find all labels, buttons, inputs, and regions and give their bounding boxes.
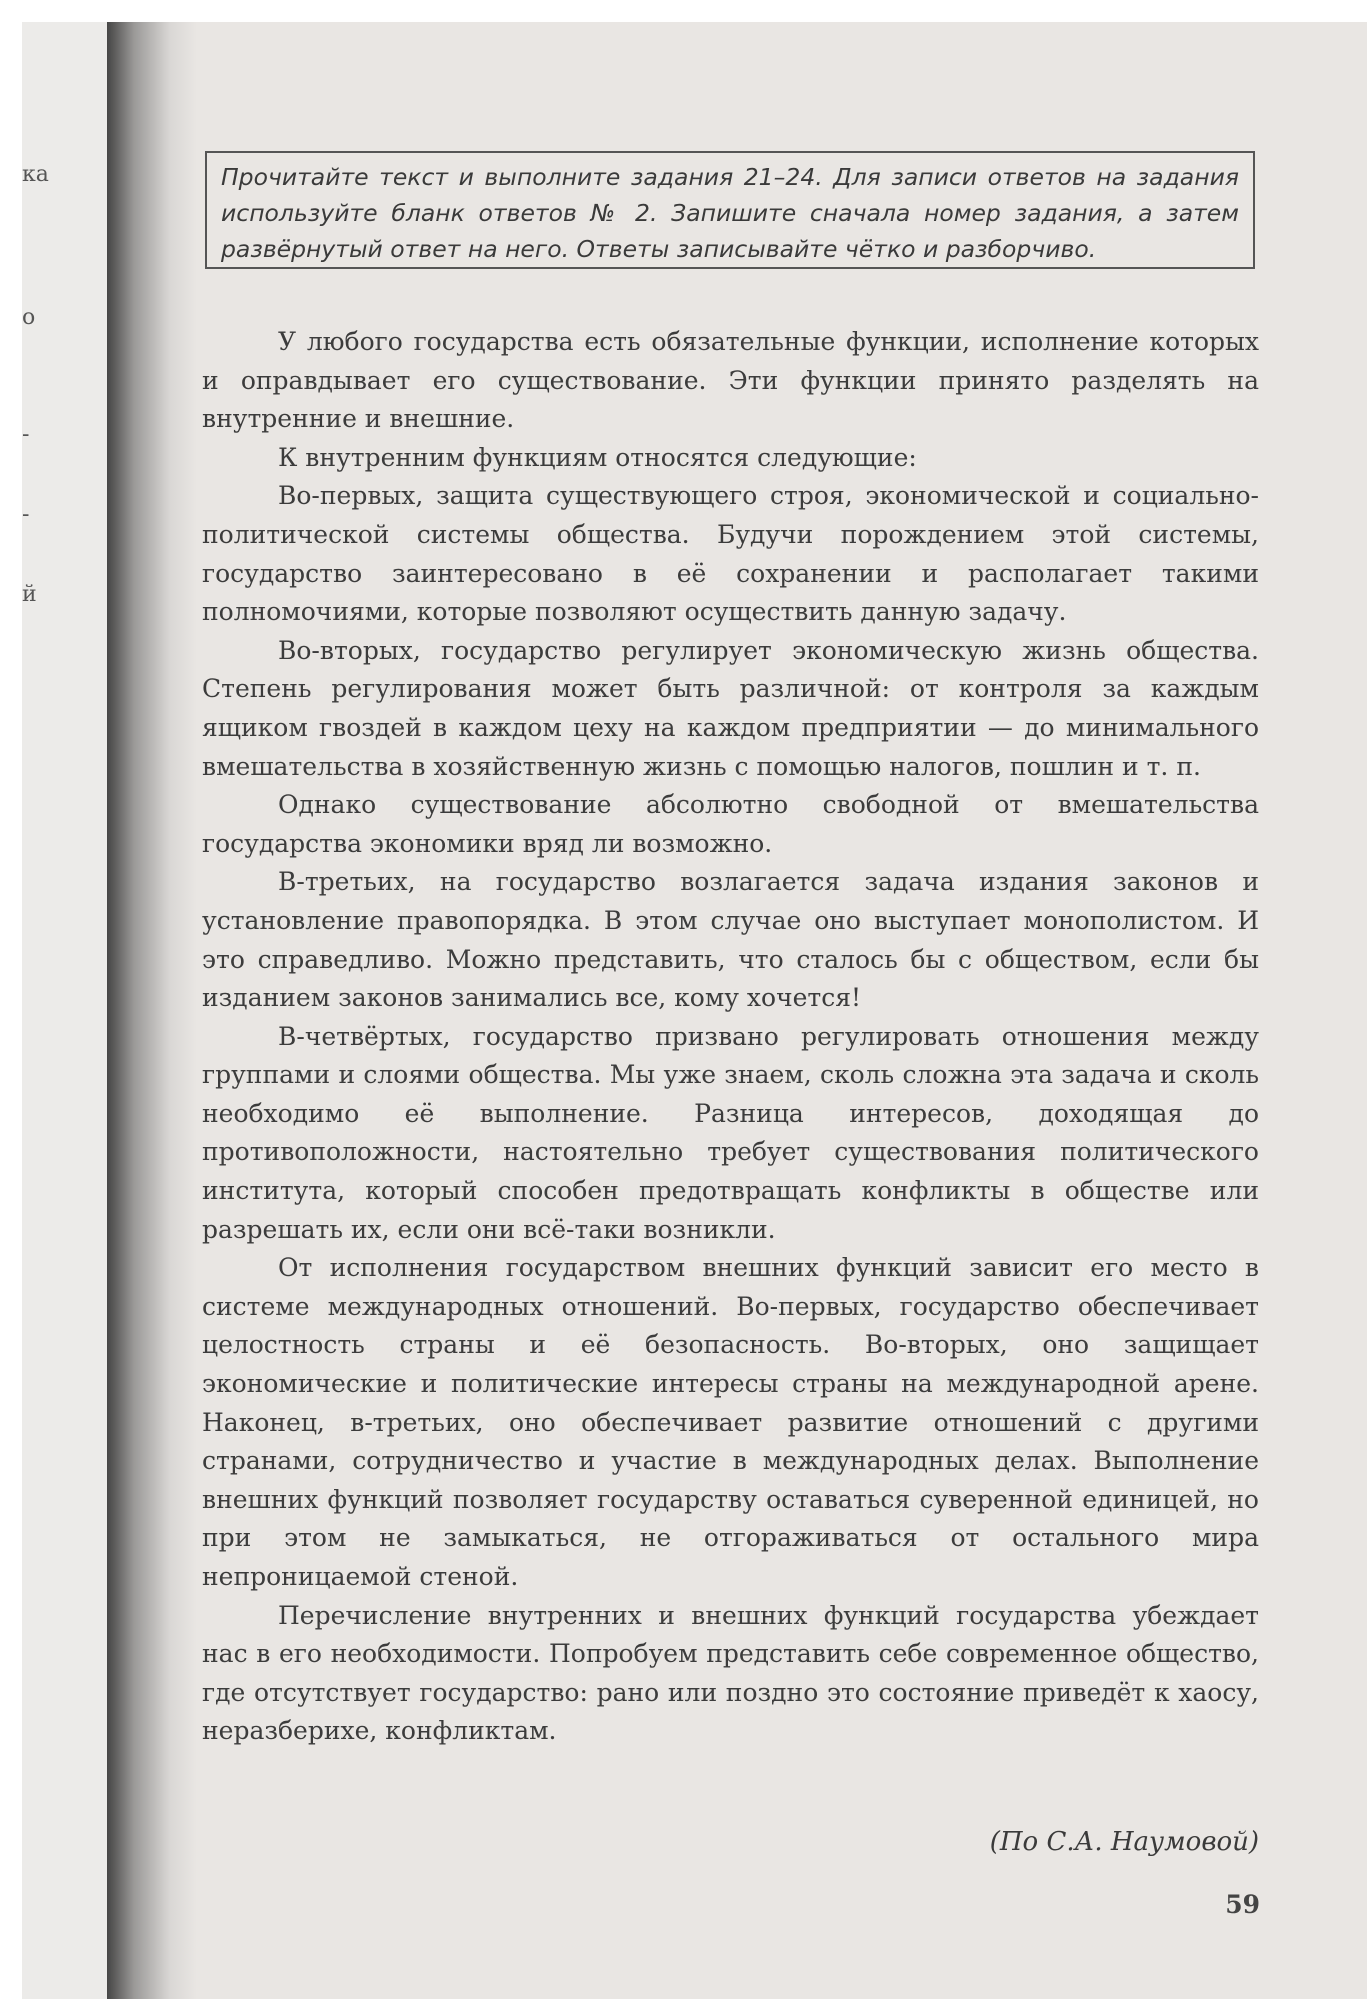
page-number: 59 [1225,1890,1260,1919]
left-page-fragment: ка [22,162,49,187]
left-page-strip [22,22,112,1999]
paragraph: К внутренним функциям относятся следующие: [278,442,917,472]
left-page-fragment: й [22,582,37,607]
left-page-fragment: о [22,305,36,330]
paragraph: У любого государства есть обязательные функции, исполнение которых и оправдывает его существование. Эти функции принято разделять на внутренние и внешние. [202,327,1259,434]
paragraph: В-четвёртых, государство призвано регулировать отношения между группами и слоями общества. Мы уже знаем, сколь сложна эта задача и сколь необходимо её выполнение. Разница интересов, доходящая до противоположности, настоятельно требует существования политического института, который способен предотвращать конфликты в обществе или разрешать их, если они всё-таки возникли. [202,1021,1259,1244]
source-attribution: (По С.А. Наумовой) [989,1827,1259,1857]
book-page [22,22,1367,1999]
left-page-fragment: - [22,502,30,527]
paragraph: Перечисление внутренних и внешних функций государства убеждает нас в его необходимости. Попробуем представить себе современное общество, где отсутствует государство: рано или поздно это состояние приведёт к хаосу, неразберихе, конфликтам. [202,1600,1259,1746]
paragraph: Однако существование абсолютно свободной от вмешательства государства экономики вряд ли возможно. [202,790,1259,858]
main-text [202,323,1259,1751]
book-gutter-shadow [107,22,197,1999]
paragraph: От исполнения государством внешних функций зависит его место в системе международных отношений. Во-первых, государство обеспечивает целостность страны и её безопасность. Во-вторых, оно защищает экономические и политические интересы страны на международной арене. Наконец, в-третьих, оно обеспечивает развитие отношений с другими странами, сотрудничество и участие в международных делах. Выполнение внешних функций позволяет государству оставаться суверенной единицей, но при этом не замыкаться, не отгораживаться от остального мира непроницаемой стеной. [202,1253,1259,1591]
instruction-box: Прочитайте текст и выполните задания 21–24. Для записи ответов на задания используйте бланк ответов № 2. Запишите сначала номер задания, а затем развёрнутый ответ на него. Ответы записывайте чётко и разборчиво. [205,151,1255,269]
left-page-fragment: - [22,422,30,447]
paragraph: Во-первых, защита существующего строя, экономической и социально-политической системы общества. Будучи порождением этой системы, государство заинтересовано в её сохранении и располагает такими полномочиями, которые позволяют осуществить данную задачу. [202,481,1259,627]
paragraph: Во-вторых, государство регулирует экономическую жизнь общества. Степень регулирования может быть различной: от контроля за каждым ящиком гвоздей в каждом цеху на каждом предприятии — до минимального вмешательства в хозяйственную жизнь с помощью налогов, пошлин и т. п. [202,635,1259,781]
paragraph: В-третьих, на государство возлагается задача издания законов и установление правопорядка. В этом случае оно выступает монополистом. И это справедливо. Можно представить, что сталось бы с обществом, если бы изданием законов занимались все, кому хочется! [202,867,1259,1013]
